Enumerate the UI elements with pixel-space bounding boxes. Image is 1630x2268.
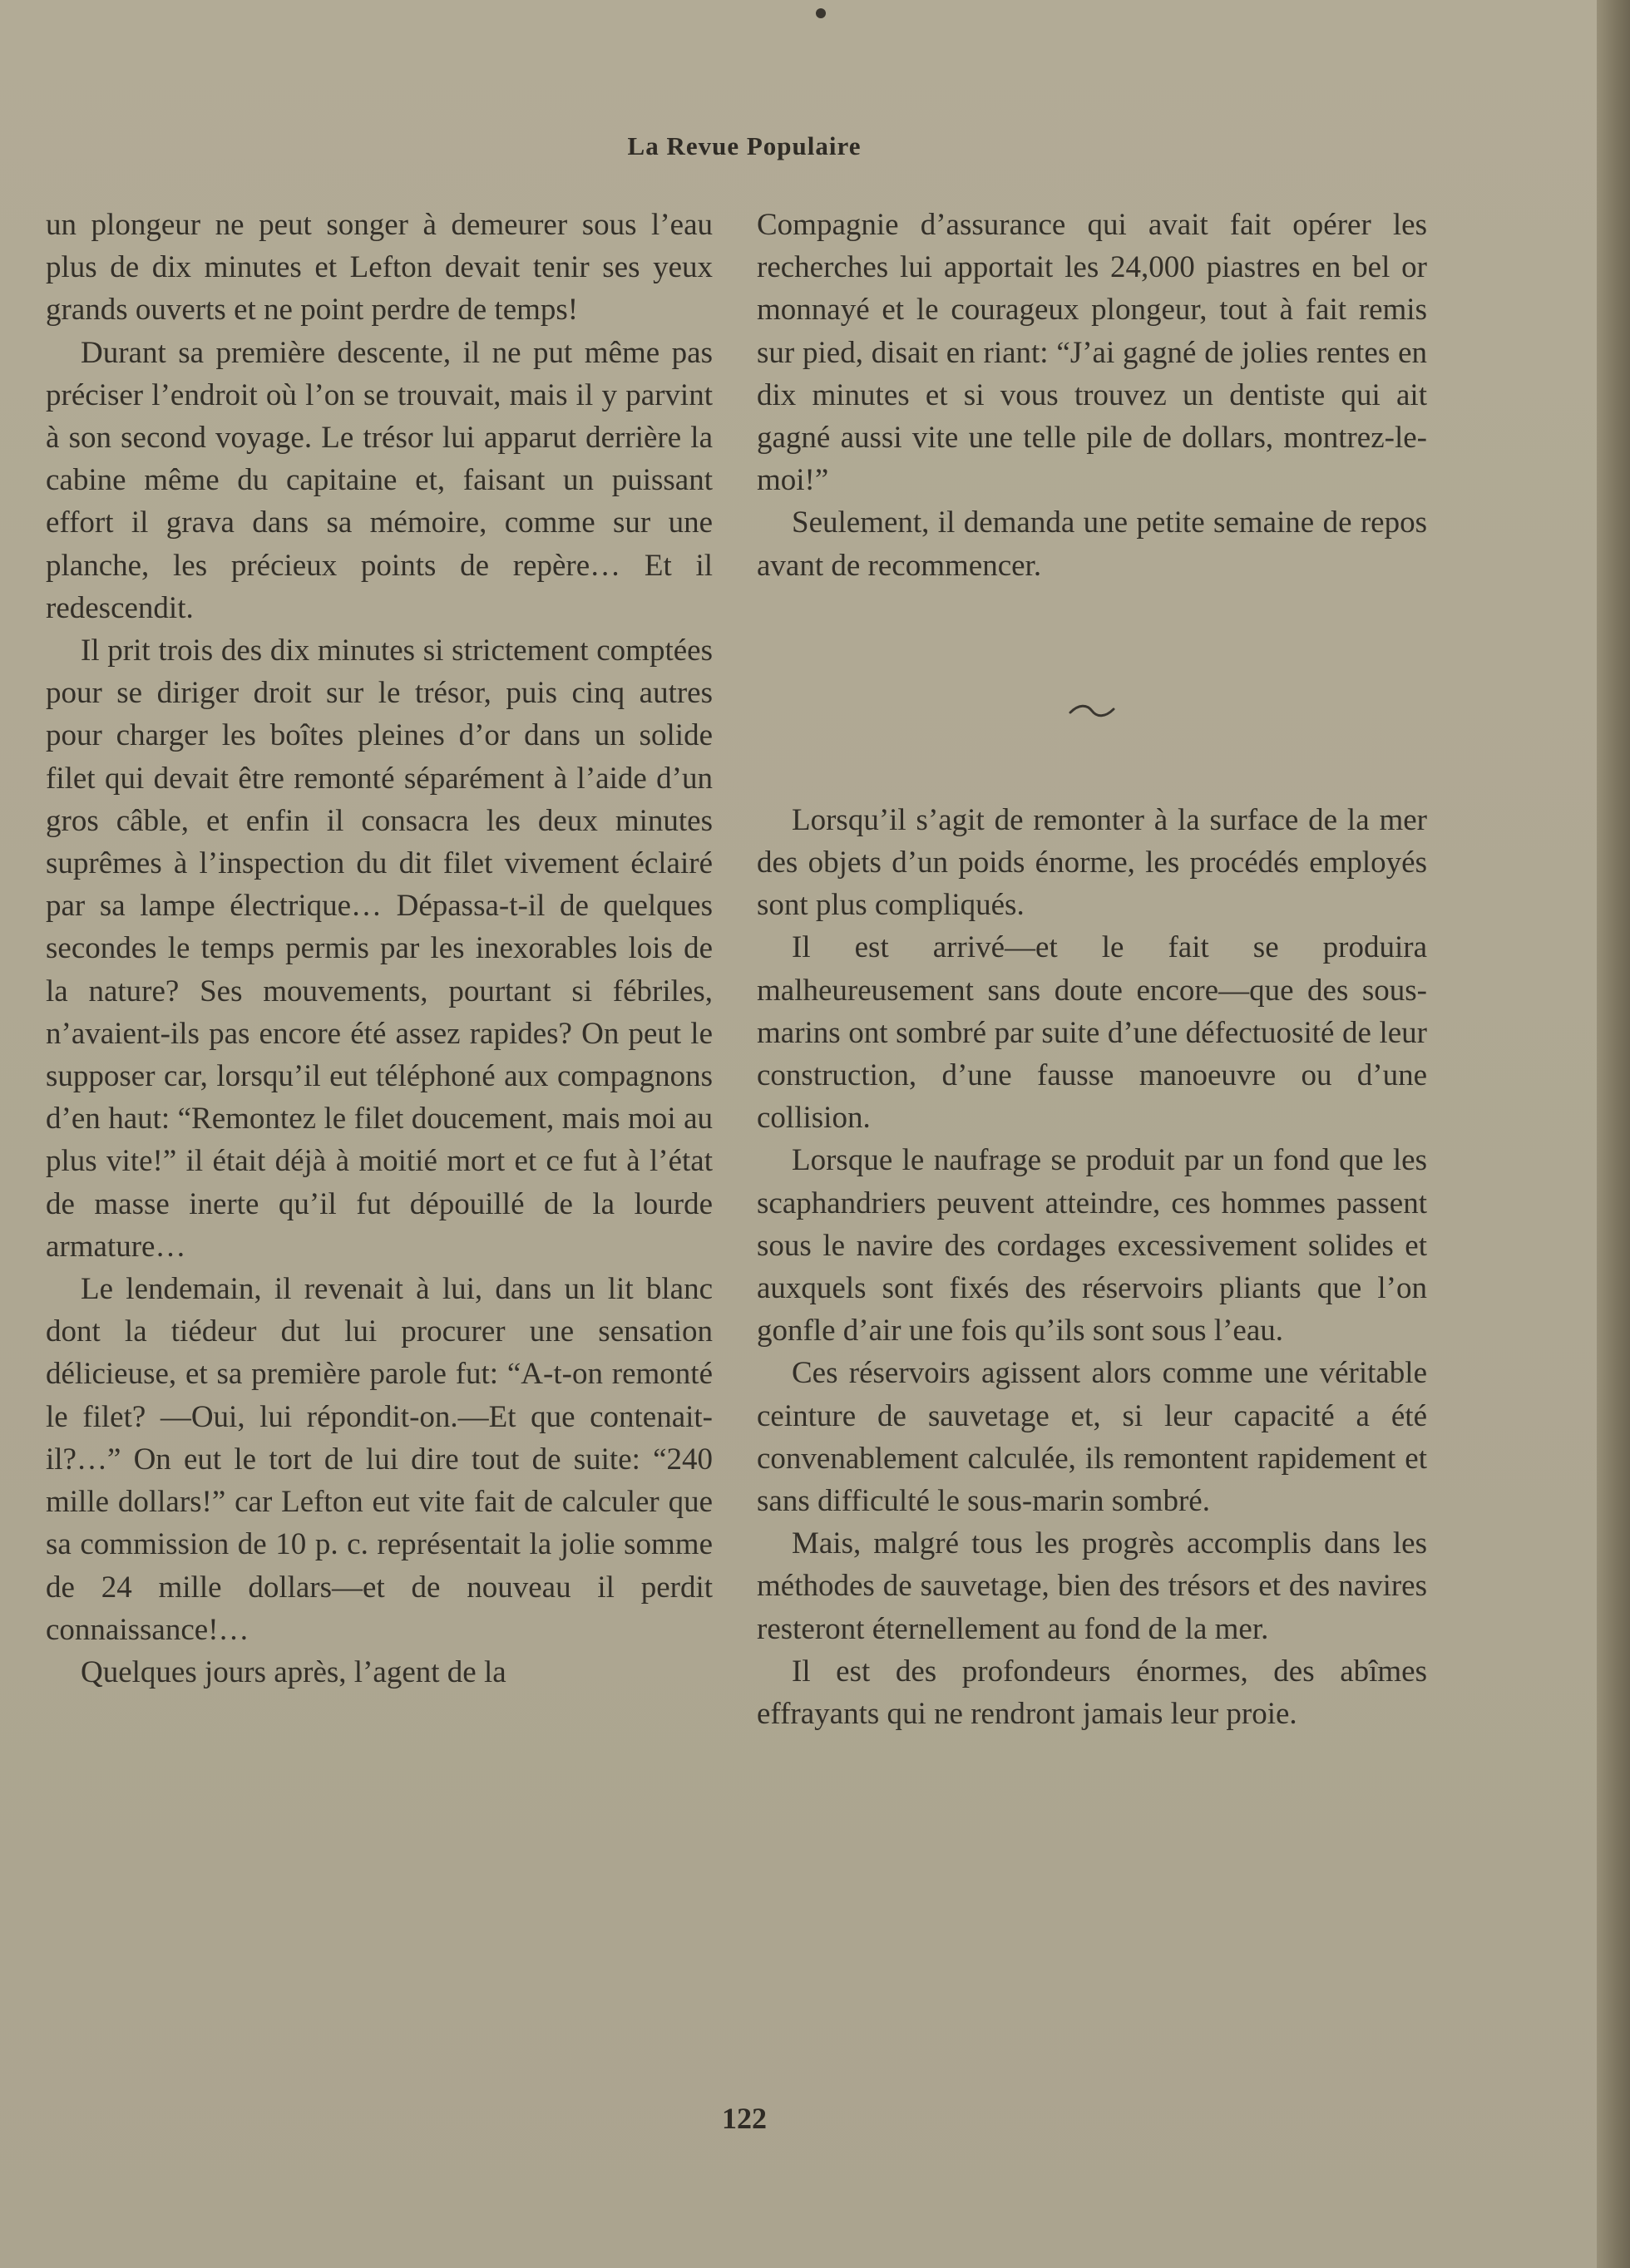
paragraph: Il est des profondeurs énormes, des abîmes effrayants qui ne rendront jamais leur proie. — [757, 1654, 1427, 1732]
paragraph: Il est arrivé—et le fait se produira malheureusement sans doute encore—que des sous-marins ont sombré par suite d’une défectuosité de leur construction, d’une fausse manoeuvre ou d’une collision. — [757, 930, 1427, 1136]
paragraph: Lorsqu’il s’agit de remonter à la surface de la mer des objets d’un poids énorme, les procédés employés sont plus compliqués. — [757, 802, 1427, 923]
print-dot — [816, 8, 826, 18]
paragraph: Seulement, il demanda une petite semaine de repos avant de recommencer. — [757, 505, 1427, 583]
tilde-ornament-icon — [1067, 703, 1117, 719]
page-number: 122 — [722, 2102, 767, 2135]
paragraph: Durant sa première descente, il ne put même pas préciser l’endroit où l’on se trouvait, mais il y parvint à son second voyage. Le trésor lui apparut derrière la cabine même du capitaine et, faisant un puissant effort il grava dans sa mémoire, comme sur une planche, les précieux points de repère… Et il redescendit. — [46, 335, 713, 625]
paragraph: Ces réservoirs agissent alors comme une véritable ceinture de sauvetage et, si leur capacité a été convenablement calculée, ils remontent rapidement et sans difficulté le sous-marin sombré. — [757, 1356, 1427, 1519]
paragraph: Lorsque le naufrage se produit par un fond que les scaphandriers peuvent atteindre, ces hommes passent sous le navire des cordages excessivement solides et auxquels sont fixés des réservoirs pliants que l’on gonfle d’air une fois qu’ils sont sous l’eau. — [757, 1143, 1427, 1348]
page-edge-shadow — [1597, 0, 1630, 2268]
paragraph: Le lendemain, il revenait à lui, dans un lit blanc dont la tiédeur dut lui procurer une sensation délicieuse, et sa première parole fut: “A-t-on remonté le filet? —Oui, lui répondit-on.—Et que contenait-il?…” On eut le tort de lui dire tout de suite: “240 mille dollars!” car Lefton eut vite fait de calculer que sa commission de 10 p. c. représentait la jolie somme de 24 mille dollars—et de nouveau il perdit connaissance!… — [46, 1272, 713, 1647]
paragraph: Mais, malgré tous les progrès accomplis dans les méthodes de sauvetage, bien des trésors et des navires resteront éternellement au fond de la mer. — [757, 1526, 1427, 1646]
paragraph: Il prit trois des dix minutes si strictement comptées pour se diriger droit sur le trésor, puis cinq autres pour charger les boîtes pleines d’or dans un solide filet qui devait être remonté séparément à l’aide d’un gros câble, et enfin il consacra les deux minutes suprêmes à l’inspection du dit filet vivement éclairé par sa lampe électrique… Dépassa-t-il de quelques secondes le temps permis par les inexorables lois de la nature? Ses mouvements, pourtant si fébriles, n’avaient-ils pas encore été assez rapides? On peut le supposer car, lorsqu’il eut téléphoné aux compagnons d’en haut: “Remontez le filet doucement, mais moi au plus vite!” il était déjà à moitié mort et ce fut à l’état de masse inerte qu’il fut dépouillé de la lourde armature… — [46, 634, 713, 1264]
paragraph: Quelques jours après, l’agent de la — [81, 1654, 506, 1689]
section-ornament-icon — [757, 688, 1427, 705]
paragraph: un plongeur ne peut songer à demeurer sous l’eau plus de dix minutes et Lefton devait tenir ses yeux grands ouverts et ne point perdre de temps! — [46, 208, 713, 328]
left-column — [46, 204, 713, 1694]
right-column — [757, 204, 1427, 1735]
page-header: La Revue Populaire — [627, 131, 862, 160]
paragraph: Compagnie d’assurance qui avait fait opérer les recherches lui apportait les 24,000 piastres en bel or monnayé et le courageux plongeur, tout à fait remis sur pied, disait en riant: “J’ai gagné de jolies rentes en dix minutes et si vous trouvez un dentiste qui ait gagné aussi vite une telle pile de dollars, montrez-le-moi!” — [757, 208, 1427, 498]
